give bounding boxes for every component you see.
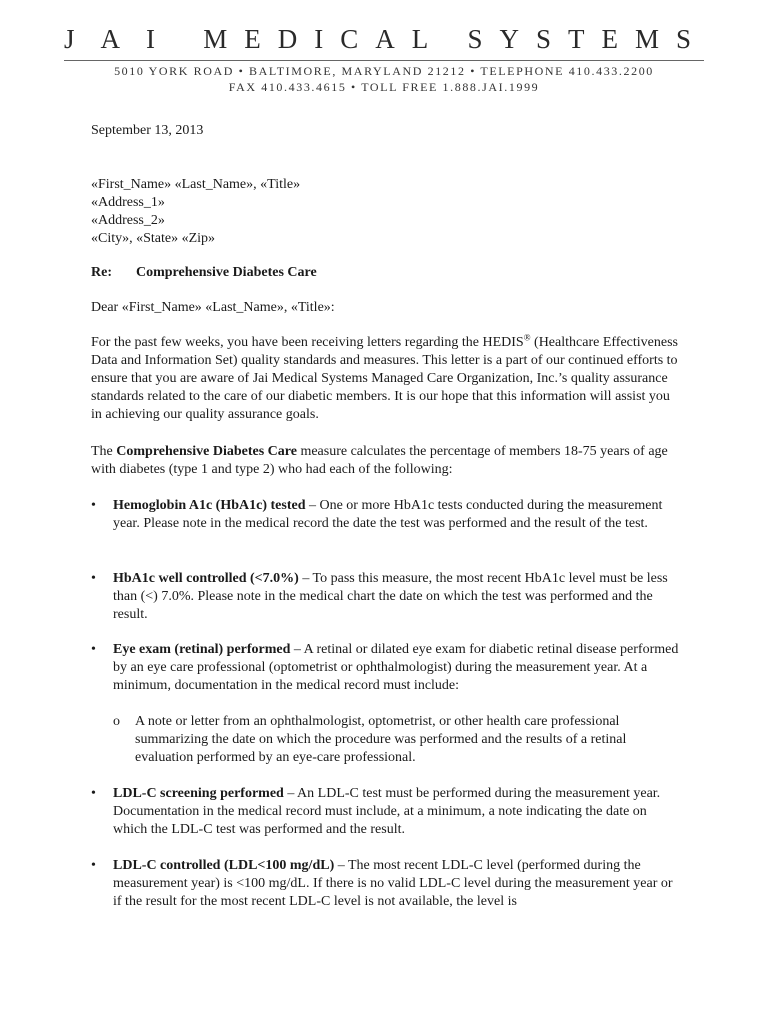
list-item	[91, 785, 681, 839]
recipient-line: «First_Name» «Last_Name», «Title»	[91, 177, 301, 192]
company-word-systems: SYSTEMS	[467, 24, 708, 54]
letter-date: September 13, 2013	[91, 123, 204, 138]
bullet-icon: •	[91, 786, 96, 801]
list-item-body: – The most recent LDL-C level (performed during the measurement year) is <100 mg/dL. If there is no valid LDL-C level during the measurement year or if the result for the most recent LDL-C level is not available, the level is	[113, 858, 673, 909]
company-name	[64, 24, 708, 55]
list-item-title: HbA1c well controlled (<7.0%)	[113, 571, 299, 586]
list-item	[91, 570, 681, 624]
intro-paragraph	[91, 334, 681, 424]
list-item-text	[113, 641, 681, 695]
letterhead-divider	[64, 60, 704, 61]
list-item-text	[113, 785, 681, 839]
salutation: Dear «First_Name» «Last_Name», «Title»:	[91, 300, 335, 315]
list-item	[91, 497, 681, 533]
list-item-text	[113, 497, 681, 533]
letterhead-address-line-1: 5010 YORK ROAD • BALTIMORE, MARYLAND 21212 • TELEPHONE 410.433.2200	[114, 64, 654, 78]
list-item	[91, 641, 681, 765]
measure-text-a: The	[91, 444, 117, 459]
intro-text-a: For the past few weeks, you have been receiving letters regarding the HEDIS	[91, 335, 524, 350]
subject-label: Re:	[91, 265, 112, 280]
subject-line	[91, 264, 681, 282]
measure-paragraph	[91, 443, 681, 479]
company-word-medical: MEDICAL	[203, 24, 446, 54]
sub-list-item	[113, 713, 681, 767]
list-item-title: LDL-C screening performed	[113, 786, 284, 801]
measure-text-b: measure calculates the percentage of members 18-75 years of age with diabetes (type 1 and type 2) who had each of the following:	[91, 444, 668, 477]
list-item-body: – An LDL-C test must be performed during the measurement year. Documentation in the medical record must include, at a minimum, a note indicating the date on which the LDL-C test was performed and the result.	[113, 786, 661, 837]
subject-text: Comprehensive Diabetes Care	[136, 265, 317, 280]
list-item-text	[113, 570, 681, 624]
sub-bullet-icon: o	[113, 714, 120, 729]
measure-name: Comprehensive Diabetes Care	[116, 444, 297, 459]
list-item-body: – To pass this measure, the most recent HbA1c level must be less than (<) 7.0%. Please note in the medical chart the date on which the test was performed and the result.	[113, 571, 668, 622]
letterhead-address-line-2: FAX 410.433.4615 • TOLL FREE 1.888.JAI.1999	[228, 80, 540, 94]
bullet-icon: •	[91, 498, 96, 513]
list-item-title: Eye exam (retinal) performed	[113, 642, 291, 657]
sub-list-item-text: A note or letter from an ophthalmologist, optometrist, or other health care professional summarizing the date on which the procedure was performed and the results of a retinal evaluation performed by an eye-care professional.	[135, 714, 627, 765]
list-item-body: – A retinal or dilated eye exam for diabetic retinal disease performed by an eye care professional (optometrist or ophthalmologist) during the measurement year. At a minimum, documentation in the medical record must include:	[113, 642, 679, 693]
recipient-line: «Address_1»	[91, 195, 165, 210]
list-item	[91, 857, 681, 911]
recipient-line: «City», «State» «Zip»	[91, 231, 216, 246]
recipient-line: «Address_2»	[91, 213, 165, 228]
bullet-icon: •	[91, 858, 96, 873]
list-item-title: LDL-C controlled (LDL<100 mg/dL)	[113, 858, 335, 873]
bullet-icon: •	[91, 642, 96, 657]
company-word-jai: JAI	[64, 24, 181, 54]
registered-mark: ®	[523, 332, 531, 343]
intro-text-b: (Healthcare Effectiveness Data and Information Set) quality standards and measures. This letter is a part of our continued efforts to ensure that you are aware of Jai Medical Systems Managed Care Organization, Inc.’s quality assurance standards related to the care of our diabetic members. It is our hope that this information will assist you in achieving our quality assurance goals.	[91, 335, 678, 422]
recipient-address-block	[91, 176, 681, 248]
bullet-icon: •	[91, 571, 96, 586]
list-item-body: – One or more HbA1c tests conducted during the measurement year. Please note in the medical record the date the test was performed and the result of the test.	[113, 498, 663, 531]
list-item-text	[113, 857, 681, 911]
list-item-title: Hemoglobin A1c (HbA1c) tested	[113, 498, 306, 513]
